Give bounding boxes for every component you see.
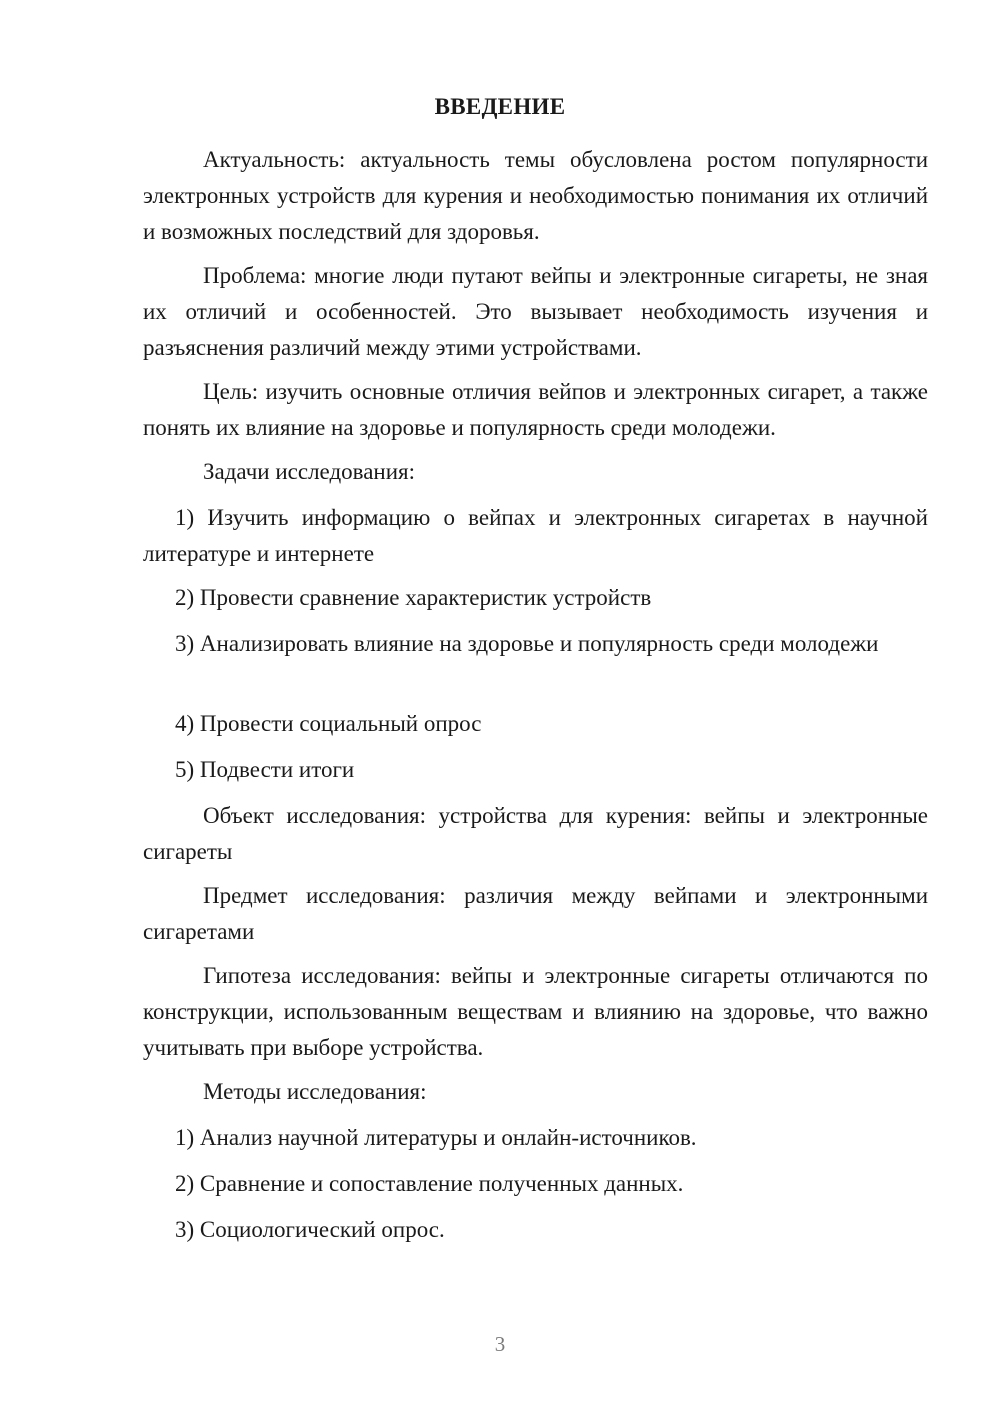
task-item-5: 5) Подвести итоги — [175, 757, 355, 782]
paragraph-relevance: Актуальность: актуальность темы обусловлена ростом популярности электронных устройств для курения и необходимостью понимания их отличий и возможных последствий для здоровья. — [143, 147, 928, 244]
page-number: 3 — [494, 1332, 506, 1356]
paragraph-object: Объект исследования: устройства для курения: вейпы и электронные сигареты — [143, 803, 928, 864]
task-item-3: 3) Анализировать влияние на здоровье и популярность среди молодежи — [175, 631, 879, 656]
task-item-4: 4) Провести социальный опрос — [175, 711, 482, 736]
method-item-2: 2) Сравнение и сопоставление полученных данных. — [175, 1171, 684, 1196]
paragraph-problem: Проблема: многие люди путают вейпы и электронные сигареты, не зная их отличий и особенностей. Это вызывает необходимость изучения и разъяснения различий между этими устройствами. — [143, 263, 928, 360]
paragraph-subject: Предмет исследования: различия между вейпами и электронными сигаретами — [143, 883, 928, 944]
task-item-2: 2) Провести сравнение характеристик устройств — [175, 585, 652, 610]
paragraph-hypothesis: Гипотеза исследования: вейпы и электронные сигареты отличаются по конструкции, использованным веществам и влиянию на здоровье, что важно учитывать при выборе устройства. — [143, 963, 928, 1060]
methods-title: Методы исследования: — [203, 1079, 427, 1104]
tasks-title: Задачи исследования: — [203, 459, 416, 484]
paragraph-goal: Цель: изучить основные отличия вейпов и электронных сигарет, а также понять их влияние на здоровье и популярность среди молодежи. — [143, 379, 928, 440]
method-item-3: 3) Социологический опрос. — [175, 1217, 445, 1242]
method-item-1: 1) Анализ научной литературы и онлайн-источников. — [175, 1125, 697, 1150]
section-heading: ВВЕДЕНИЕ — [434, 94, 566, 119]
task-item-1: 1) Изучить информацию о вейпах и электронных сигаретах в научной литературе и интернете — [143, 505, 928, 566]
